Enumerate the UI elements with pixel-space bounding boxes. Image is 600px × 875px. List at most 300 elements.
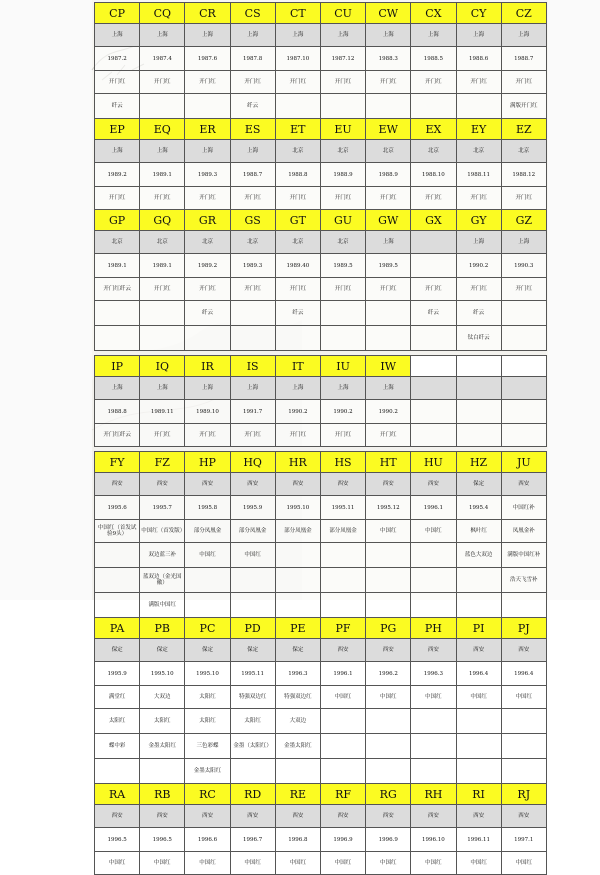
table-cell: [185, 326, 230, 351]
table-cell: [456, 424, 501, 447]
table-cell: 1989.1: [140, 163, 185, 187]
table-cell: 满堂红: [95, 686, 140, 709]
table-cell: 1996.9: [366, 828, 411, 852]
table-cell: 开门红: [501, 187, 546, 210]
table-cell: 1989.5: [366, 254, 411, 278]
table-cell: 开门红: [320, 424, 365, 447]
document-page: [92, 0, 548, 866]
table-cell: 中国红: [140, 852, 185, 875]
table-cell: 部分凤凰金: [320, 520, 365, 543]
table-cell: 上海: [230, 377, 275, 400]
table-cell: 浩天飞雪补: [501, 568, 546, 593]
code-cell: EQ: [140, 119, 185, 140]
left-margin: [0, 0, 92, 600]
code-cell: EX: [411, 119, 456, 140]
table-cell: 上海: [275, 377, 320, 400]
table-cell: 西安: [320, 473, 365, 496]
table-cell: 凤凰金补: [501, 520, 546, 543]
detail-row: [95, 163, 547, 187]
table-cell: [411, 326, 456, 351]
table-cell: [366, 301, 411, 326]
table-cell: 西安: [501, 473, 546, 496]
table-cell: 上海: [320, 24, 365, 47]
table-cell: 双边蓝三补: [140, 543, 185, 568]
code-cell: IT: [275, 356, 320, 377]
code-cell: RJ: [501, 784, 546, 805]
table-cell: [230, 326, 275, 351]
code-cell: HS: [320, 452, 365, 473]
table-cell: 中国红: [320, 686, 365, 709]
code-cell: [501, 356, 546, 377]
code-cell: RH: [411, 784, 456, 805]
table-cell: [366, 94, 411, 119]
table-cell: 1988.10: [411, 163, 456, 187]
table-cell: [366, 593, 411, 618]
detail-row: [95, 568, 547, 593]
table-cell: 西安: [275, 805, 320, 828]
table-cell: 中国红: [411, 520, 456, 543]
table-cell: 1995.9: [95, 662, 140, 686]
table-cell: 纤云: [185, 301, 230, 326]
table-cell: [95, 301, 140, 326]
table-cell: [275, 568, 320, 593]
table-cell: 上海: [95, 377, 140, 400]
table-cell: 上海: [501, 231, 546, 254]
table-cell: 金墨太阳红: [275, 734, 320, 759]
table-cell: 北京: [501, 140, 546, 163]
table-cell: 1996.1: [411, 496, 456, 520]
table-cell: 上海: [185, 24, 230, 47]
code-cell: IP: [95, 356, 140, 377]
table-cell: 开门红: [456, 187, 501, 210]
table-cell: 枫叶红: [456, 520, 501, 543]
table-cell: 西安: [230, 473, 275, 496]
table-cell: 开门红: [275, 278, 320, 301]
code-cell: [411, 356, 456, 377]
table-cell: 西安: [366, 473, 411, 496]
table-cell: [320, 568, 365, 593]
table-cell: 西安: [185, 473, 230, 496]
table-cell: 1989.3: [185, 163, 230, 187]
table-cell: 开门红: [230, 187, 275, 210]
detail-row: [95, 496, 547, 520]
table-cell: 西安: [95, 473, 140, 496]
table-cell: [411, 377, 456, 400]
table-cell: [411, 400, 456, 424]
table-cell: [411, 231, 456, 254]
table-cell: [501, 326, 546, 351]
table-cell: [366, 759, 411, 784]
table-cell: 开门红: [185, 278, 230, 301]
table-cell: 1990.3: [501, 254, 546, 278]
table-cell: 1988.11: [456, 163, 501, 187]
table-cell: 开门红: [275, 424, 320, 447]
table-cell: 开门红纤云: [95, 278, 140, 301]
table-cell: 开门红: [456, 278, 501, 301]
table-cell: [366, 326, 411, 351]
table-cell: 上海: [185, 140, 230, 163]
detail-row: [95, 686, 547, 709]
code-cell: CR: [185, 3, 230, 24]
table-cell: 开门红: [95, 187, 140, 210]
table-cell: 西安: [275, 473, 320, 496]
code-cell: CY: [456, 3, 501, 24]
table-cell: [366, 543, 411, 568]
code-cell: FZ: [140, 452, 185, 473]
table-cell: 中国红: [501, 852, 546, 875]
stamp-code-table: [94, 2, 547, 875]
table-cell: 1988.7: [501, 47, 546, 71]
code-cell: EP: [95, 119, 140, 140]
table-cell: 开门红: [275, 71, 320, 94]
table-cell: 上海: [140, 24, 185, 47]
table-cell: [411, 254, 456, 278]
table-cell: 1987.8: [230, 47, 275, 71]
table-cell: 1989.1: [140, 254, 185, 278]
table-cell: 1987.12: [320, 47, 365, 71]
table-cell: 1988.9: [366, 163, 411, 187]
table-cell: 中国红: [411, 852, 456, 875]
table-cell: 中国红: [366, 520, 411, 543]
table-cell: [456, 734, 501, 759]
table-cell: 中国红: [366, 852, 411, 875]
code-cell: RC: [185, 784, 230, 805]
table-cell: 开门红: [140, 278, 185, 301]
table-cell: [140, 759, 185, 784]
table-cell: [95, 593, 140, 618]
table-cell: 1996.4: [501, 662, 546, 686]
table-cell: [140, 94, 185, 119]
table-cell: 开门红: [411, 71, 456, 94]
code-cell: GQ: [140, 210, 185, 231]
table-cell: 保定: [456, 473, 501, 496]
code-cell: ET: [275, 119, 320, 140]
table-cell: [456, 400, 501, 424]
table-cell: 1996.9: [320, 828, 365, 852]
table-cell: 中国红补: [501, 496, 546, 520]
table-cell: 1989.2: [95, 163, 140, 187]
table-cell: [411, 734, 456, 759]
table-cell: [320, 759, 365, 784]
location-row: [95, 473, 547, 496]
code-cell: GX: [411, 210, 456, 231]
table-cell: 1990.2: [366, 400, 411, 424]
table-cell: [140, 326, 185, 351]
code-cell: HZ: [456, 452, 501, 473]
table-cell: [366, 709, 411, 734]
table-cell: 开门红: [366, 71, 411, 94]
table-cell: 西安: [411, 805, 456, 828]
table-cell: 1988.12: [501, 163, 546, 187]
code-cell: IS: [230, 356, 275, 377]
table-cell: 北京: [366, 140, 411, 163]
code-cell: HT: [366, 452, 411, 473]
detail-row: [95, 593, 547, 618]
code-cell: EZ: [501, 119, 546, 140]
table-cell: 北京: [411, 140, 456, 163]
table-cell: 1988.5: [411, 47, 456, 71]
table-cell: 开门红: [230, 71, 275, 94]
table-cell: [275, 593, 320, 618]
table-cell: 开门红: [230, 424, 275, 447]
table-cell: [366, 734, 411, 759]
location-row: [95, 231, 547, 254]
table-cell: 金墨（太阳红）: [230, 734, 275, 759]
table-cell: [411, 759, 456, 784]
table-cell: 1989.40: [275, 254, 320, 278]
table-cell: [366, 568, 411, 593]
table-cell: 北京: [275, 231, 320, 254]
code-cell: HU: [411, 452, 456, 473]
table-cell: 纤云: [275, 301, 320, 326]
code-cell: PB: [140, 618, 185, 639]
location-row: [95, 805, 547, 828]
table-cell: 太阳红: [185, 709, 230, 734]
table-cell: 开门红: [230, 278, 275, 301]
table-cell: [456, 593, 501, 618]
code-cell: GZ: [501, 210, 546, 231]
code-cell: CQ: [140, 3, 185, 24]
table-cell: [95, 759, 140, 784]
table-cell: 中国红: [456, 852, 501, 875]
table-cell: 北京: [185, 231, 230, 254]
code-cell: IU: [320, 356, 365, 377]
table-cell: 西安: [185, 805, 230, 828]
table-cell: [275, 543, 320, 568]
code-cell: RI: [456, 784, 501, 805]
location-row: [95, 639, 547, 662]
table-cell: 中国红: [275, 852, 320, 875]
table-cell: 满版中国红补: [501, 543, 546, 568]
detail-row: [95, 852, 547, 875]
code-cell: GU: [320, 210, 365, 231]
table-cell: [320, 326, 365, 351]
table-cell: 西安: [320, 805, 365, 828]
table-cell: 开门红: [501, 71, 546, 94]
code-cell: GT: [275, 210, 320, 231]
detail-row: [95, 734, 547, 759]
table-cell: [411, 424, 456, 447]
table-cell: [320, 301, 365, 326]
table-cell: 开门红: [185, 187, 230, 210]
table-cell: [501, 759, 546, 784]
detail-row: [95, 71, 547, 94]
code-cell: HQ: [230, 452, 275, 473]
table-cell: 1987.4: [140, 47, 185, 71]
table-cell: 1995.7: [140, 496, 185, 520]
table-cell: 蓝双边（金光国徽）: [140, 568, 185, 593]
table-cell: 部分凤凰金: [230, 520, 275, 543]
code-cell: PA: [95, 618, 140, 639]
table-cell: 1991.7: [230, 400, 275, 424]
table-cell: 上海: [95, 24, 140, 47]
table-cell: [185, 568, 230, 593]
table-cell: [185, 94, 230, 119]
table-cell: 中国红: [320, 852, 365, 875]
table-cell: [456, 759, 501, 784]
table-cell: 上海: [230, 24, 275, 47]
table-cell: 中国红: [95, 852, 140, 875]
code-cell: HR: [275, 452, 320, 473]
table-cell: 西安: [411, 473, 456, 496]
table-cell: 开门红: [320, 278, 365, 301]
table-cell: 满版中国红: [140, 593, 185, 618]
table-cell: 开门红: [140, 187, 185, 210]
table-cell: [275, 326, 320, 351]
table-cell: 部分凤凰金: [275, 520, 320, 543]
table-cell: [411, 94, 456, 119]
table-cell: 西安: [501, 639, 546, 662]
code-cell: HP: [185, 452, 230, 473]
table-cell: 1995.11: [320, 496, 365, 520]
detail-row: [95, 828, 547, 852]
table-cell: 1996.10: [411, 828, 456, 852]
table-cell: 上海: [95, 140, 140, 163]
table-cell: 1996.5: [95, 828, 140, 852]
table-cell: 满版开门红: [501, 94, 546, 119]
code-cell: PH: [411, 618, 456, 639]
table-cell: 1987.2: [95, 47, 140, 71]
table-cell: 1995.4: [456, 496, 501, 520]
table-cell: 中国红: [411, 686, 456, 709]
table-cell: 西安: [320, 639, 365, 662]
table-cell: 保定: [185, 639, 230, 662]
table-cell: [456, 377, 501, 400]
table-cell: 上海: [275, 24, 320, 47]
table-cell: 1996.7: [230, 828, 275, 852]
code-cell: GW: [366, 210, 411, 231]
detail-row: [95, 759, 547, 784]
table-cell: 开门红: [456, 71, 501, 94]
table-cell: 上海: [366, 231, 411, 254]
code-header-row: [95, 119, 547, 140]
detail-row: [95, 47, 547, 71]
table-cell: 1990.2: [275, 400, 320, 424]
code-cell: CP: [95, 3, 140, 24]
table-cell: 纤云: [95, 94, 140, 119]
table-cell: 西安: [366, 639, 411, 662]
detail-row: [95, 326, 547, 351]
code-cell: CW: [366, 3, 411, 24]
table-cell: 1989.3: [230, 254, 275, 278]
table-cell: 1988.7: [230, 163, 275, 187]
detail-row: [95, 94, 547, 119]
code-cell: GP: [95, 210, 140, 231]
detail-row: [95, 709, 547, 734]
table-cell: [456, 709, 501, 734]
table-cell: 北京: [275, 140, 320, 163]
table-cell: 西安: [366, 805, 411, 828]
table-cell: 大双边: [140, 686, 185, 709]
table-cell: 1995.8: [185, 496, 230, 520]
table-cell: 三色彩蝶: [185, 734, 230, 759]
table-cell: 1989.5: [320, 254, 365, 278]
code-cell: CX: [411, 3, 456, 24]
table-cell: [320, 593, 365, 618]
code-cell: PI: [456, 618, 501, 639]
table-cell: [501, 424, 546, 447]
code-cell: PF: [320, 618, 365, 639]
table-cell: [275, 759, 320, 784]
code-cell: GS: [230, 210, 275, 231]
code-header-row: [95, 356, 547, 377]
code-cell: PE: [275, 618, 320, 639]
table-cell: 开门红: [185, 424, 230, 447]
code-cell: IW: [366, 356, 411, 377]
table-cell: [320, 94, 365, 119]
code-cell: RA: [95, 784, 140, 805]
table-cell: 中国红: [185, 543, 230, 568]
location-row: [95, 377, 547, 400]
table-cell: 中国红: [456, 686, 501, 709]
table-cell: 开门红纤云: [95, 424, 140, 447]
table-cell: [95, 543, 140, 568]
right-margin: [548, 0, 600, 600]
table-cell: 1996.3: [411, 662, 456, 686]
table-cell: 1990.2: [456, 254, 501, 278]
table-cell: 1995.11: [230, 662, 275, 686]
table-cell: [230, 568, 275, 593]
table-cell: 北京: [456, 140, 501, 163]
detail-row: [95, 278, 547, 301]
code-header-row: [95, 452, 547, 473]
table-cell: 保定: [140, 639, 185, 662]
table-cell: 钛白纤云: [456, 326, 501, 351]
table-cell: 纤云: [411, 301, 456, 326]
table-cell: 开门红: [140, 71, 185, 94]
table-cell: 上海: [411, 24, 456, 47]
detail-row: [95, 520, 547, 543]
table-cell: 上海: [366, 24, 411, 47]
code-cell: CZ: [501, 3, 546, 24]
table-cell: 1987.6: [185, 47, 230, 71]
table-cell: 蝶中彩: [95, 734, 140, 759]
code-cell: JU: [501, 452, 546, 473]
table-cell: 开门红: [95, 71, 140, 94]
table-cell: 保定: [230, 639, 275, 662]
code-cell: RE: [275, 784, 320, 805]
table-cell: [320, 734, 365, 759]
table-cell: 中国红: [230, 852, 275, 875]
code-cell: PG: [366, 618, 411, 639]
table-cell: [230, 593, 275, 618]
table-cell: [501, 709, 546, 734]
table-cell: 上海: [320, 377, 365, 400]
table-cell: 1996.6: [185, 828, 230, 852]
table-cell: 1989.10: [185, 400, 230, 424]
table-cell: [501, 301, 546, 326]
table-cell: 1996.11: [456, 828, 501, 852]
table-cell: 1988.3: [366, 47, 411, 71]
table-cell: [501, 734, 546, 759]
table-cell: 1996.2: [366, 662, 411, 686]
code-cell: GY: [456, 210, 501, 231]
table-cell: 上海: [140, 140, 185, 163]
code-header-row: [95, 784, 547, 805]
table-cell: 开门红: [275, 187, 320, 210]
table-cell: [456, 568, 501, 593]
code-cell: RF: [320, 784, 365, 805]
table-cell: [320, 543, 365, 568]
table-cell: 北京: [230, 231, 275, 254]
code-cell: IR: [185, 356, 230, 377]
table-cell: 1995.12: [366, 496, 411, 520]
code-cell: EW: [366, 119, 411, 140]
table-cell: 1995.10: [140, 662, 185, 686]
table-cell: 开门红: [366, 187, 411, 210]
table-cell: 西安: [456, 639, 501, 662]
table-cell: 上海: [185, 377, 230, 400]
